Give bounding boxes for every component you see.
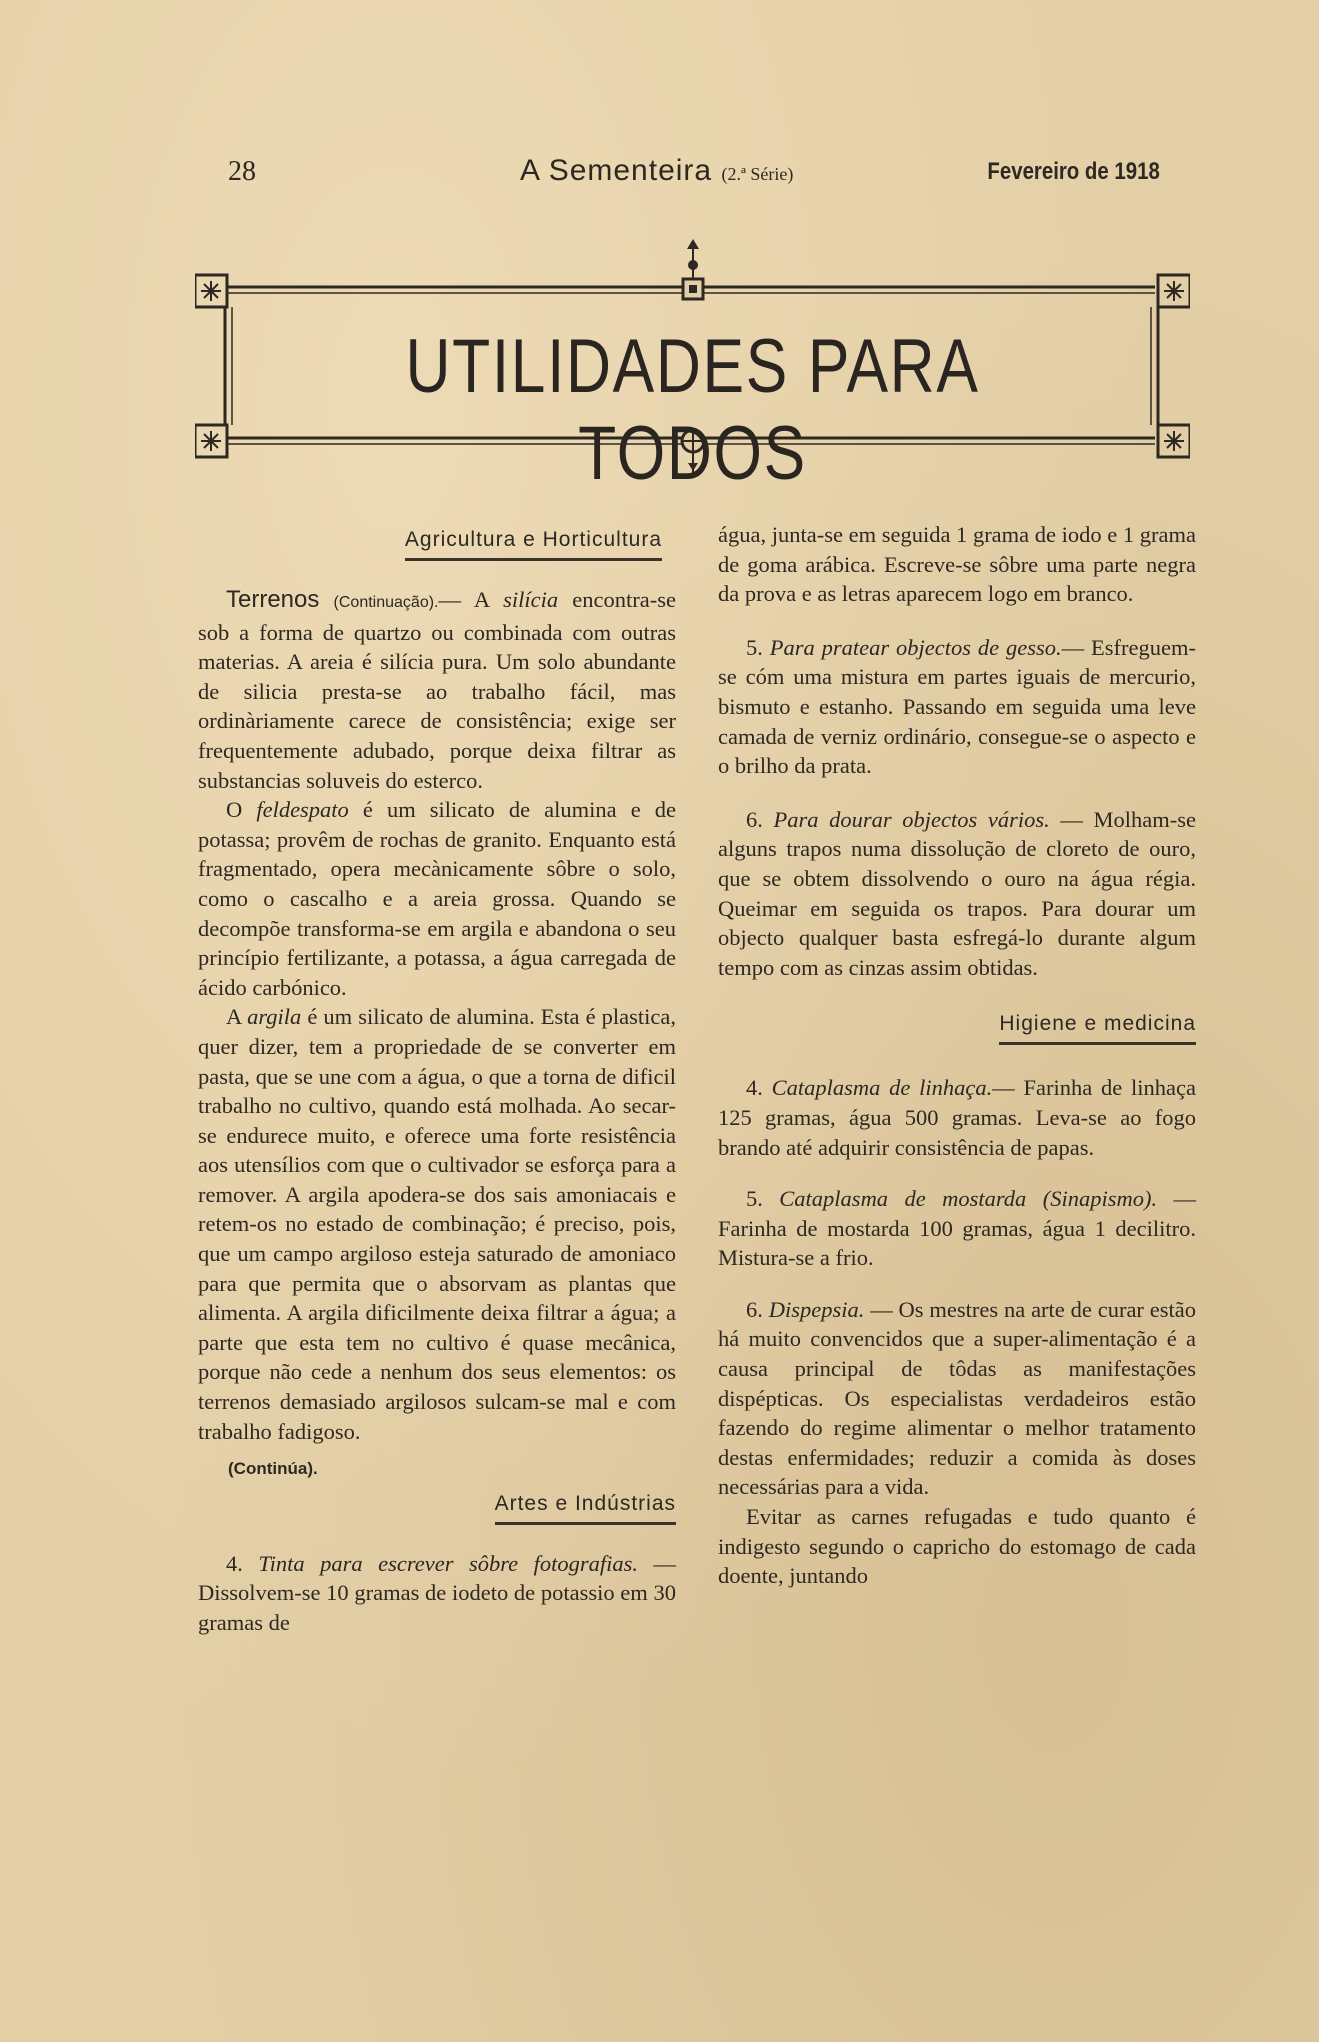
term-feldespato: feldespato [256,797,349,823]
item-number: 6. [746,806,774,832]
paragraph-linhaca [718,1073,1196,1162]
term-argila: argila [247,1004,302,1030]
term-linhaca: Cataplasma de linhaça. [771,1075,993,1101]
term-tinta: Tinta para escrever sôbre fotografias. [258,1550,639,1576]
paragraph-dourar [718,805,1196,983]
paragraph-dispepsia [718,1295,1196,1502]
text-run: encontra-se sob a forma de quartzo ou combinada com outras materias. A areia é silícia pura. Um solo abundante de silicia presta-se ao trabalho fácil, mas ordinàriamente carece de consistência; exige ser frequentemente adubado, porque deixa filtrar as substancias soluveis do esterco. [198,587,676,793]
text-run: — Esfreguem-se cóm uma mistura em partes iguais de mercurio, bismuto e estanho. Passando em seguida uma leve camada de verniz ordinário, consegue-se o aspecto e o brilho da prata. [718,634,1197,779]
right-column [718,520,1196,1591]
text-run: — A [438,587,504,612]
item-number: 4. [226,1550,259,1576]
text-run: é um silicato de alumina. Esta é plastica, quer dizer, tem a propriedade de se converter em pasta, que se une com a água, o que a torna de dificil trabalho no cultivo, quando está molhada. Ao secar-se endurece muito, e oferece uma forte resistência aos utensílios com que o cultivador se esforça para a remover. A argila apodera-se dos sais amoniacais e retem-os no estado de combinação; é preciso, pois, que um campo argiloso esteja saturado de amoniaco para que permita que o absorvam as plantas que alimenta. A argila dificilmente deixa filtrar a água; a parte que esta tem no cultivo é quase mecânica, porque não cede a nenhum dos seus elementos: os terrenos demasiado argilosos sulcam-se mal e com trabalho fadigoso. [198,1004,676,1444]
term-silicia: silícia [503,587,559,612]
section-heading-artes: Artes e Indústrias [495,1490,676,1525]
text-run: — Molham-se alguns trapos numa dissolução de cloreto de ouro, que se obtem dissolvendo o ouro na água régia. Queimar em seguida os trapos. Para dourar um objecto qualquer basta esfregá-lo durante algum tempo com as cinzas assim obtidas. [718,806,1197,980]
item-number: 5. [746,1186,780,1212]
paragraph-mostarda [718,1184,1196,1273]
term-mostarda: Cataplasma de mostarda (Sinapismo). [779,1186,1158,1212]
main-title: UTILIDADES PARA TODOS [405,324,980,496]
paragraph-argila [198,1002,676,1446]
item-number: 6. [746,1296,769,1322]
page-number: 28 [228,156,256,187]
text-run: — Farinha de linhaça 125 gramas, água 500 gramas. Leva-se ao fogo brando até adquirir consistência de papas. [718,1075,1196,1160]
issue-date: Fevereiro de 1918 [987,158,1160,185]
left-column [198,520,676,1638]
text-run: A [226,1004,248,1030]
section-heading-higiene: Higiene e medicina [999,1010,1196,1045]
item-number: 5. [746,634,770,660]
paragraph-tinta [198,1549,676,1638]
term-dispepsia: Dispepsia. [768,1296,865,1322]
section-heading-agricultura: Agricultura e Horticultura [405,526,662,561]
text-run: — Farinha de mostarda 100 gramas, água 1 decilitro. Mistura-se a frio. [718,1186,1197,1271]
paragraph-feldespato [198,795,676,1002]
continuation-note: (Continuação). [333,594,439,611]
term-pratear: Para pratear objectos de gesso. [769,634,1062,660]
lead-word-terrenos: Terrenos [226,586,320,613]
text-run: — Os mestres na arte de curar estão há muito convencidos que a super-alimentação é a causa principal de tôdas as manifestações dispépticas. Os especialistas verdadeiros estão fazendo do regime alimentar o melhor tratamento destas enfermidades; reduzir a comida às doses necessárias para a vida. [718,1296,1197,1500]
text-run: é um silicato de alumina e de potassa; provêm de rochas de granito. Enquanto está fragmentado, opera mecànicamente sôbre o solo, como o cascalho e a areia grossa. Quando se decompõe transforma-se em argila e abandona o seu princípio fertilizante, a potassa, a água carregada de ácido carbónico. [198,797,676,1000]
series-label: (2.ª Série) [721,164,794,184]
text-run: O [226,797,257,823]
title-frame [195,235,1190,496]
paragraph-silicia [198,585,676,795]
publication-name: A Sementeira [520,154,713,187]
continua-note: (Continúa). [228,1459,318,1479]
item-number: 4. [746,1075,772,1101]
term-dourar: Para dourar objectos vários. [773,806,1050,832]
running-header [200,152,1160,192]
paragraph-pratear [718,633,1196,781]
publication-title [520,154,793,188]
text-run: — Dissolvem-se 10 gramas de iodeto de potassio em 30 gramas de [198,1550,677,1635]
paragraph-evitar: Evitar as carnes refugadas e tudo quanto é indigesto segundo o capricho do estomago de cada doente, juntando [718,1504,1196,1589]
paragraph-tinta-cont: água, junta-se em seguida 1 grama de iodo e 1 grama de goma arábica. Escreve-se sôbre uma parte negra da prova e as letras aparecem logo em branco. [718,522,1196,607]
